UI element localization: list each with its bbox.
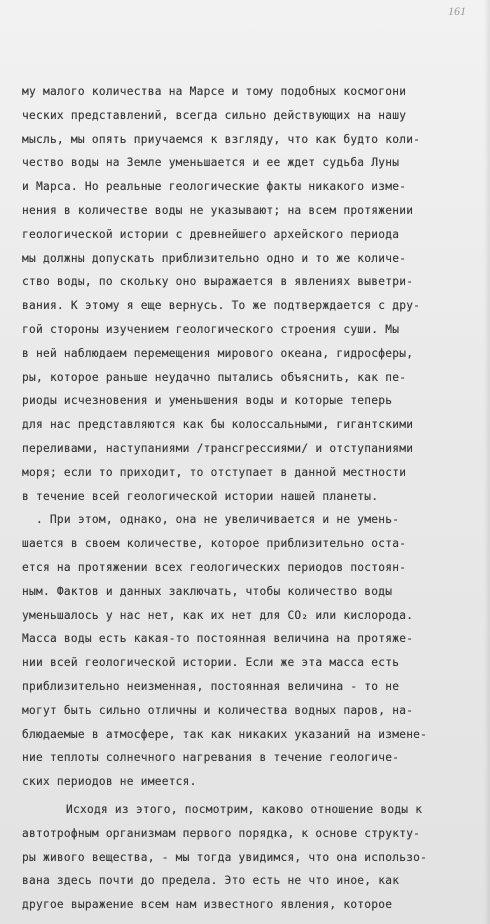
text-line: ется на протяжении всех геологических периодов постоян- (22, 560, 407, 574)
text-line: Исходя из этого, посмотрим, каково отношение воды к (66, 802, 423, 816)
text-line: ство воды, по скольку оно выражается в явлениях выветри- (22, 275, 414, 289)
text-line: ских периодов не имеется. (22, 775, 197, 789)
text-line: мысль, мы опять приучаемся к взгляду, что как будто коли- (22, 132, 421, 146)
text-line: нии всей геологической истории. Если же эта масса есть (22, 656, 400, 670)
text-line: му малого количества на Марсе и тому подобных космогони (22, 85, 407, 98)
text-line: ры, которое раньше неудачно пытались объяснить, как пе- (22, 370, 407, 384)
text-line: уменьшалось у нас нет, как их нет для CO₂ или кислорода. (22, 608, 414, 622)
text-line: автотрофным организмам первого порядка, к основе структу- (22, 826, 421, 840)
text-line: геологической истории с древнейшего архейского периода (22, 227, 400, 241)
text-line: в течение всей геологической истории нашей планеты. (22, 489, 379, 503)
text-line: и Марса. Но реальные геологические факты никакого изме- (22, 180, 407, 194)
text-line: чество воды на Земле уменьшается и ее ждет судьба Луны (22, 156, 400, 170)
text-line: блюдаемые в атмосфере, так как никаких указаний на измене- (22, 727, 428, 741)
text-line: риоды исчезновения и уменьшения воды и которые теперь (22, 394, 393, 408)
text-line: в ней наблюдаем перемещения мирового океана, гидросферы, (22, 346, 414, 360)
text-line: вания. К этому я еще вернусь. То же подтверждается с дру- (22, 299, 421, 313)
text-line: моря; если то приходит, то отступает в данной местности (22, 465, 407, 479)
text-line: ческих представлений, всегда сильно действующих на нашу (22, 108, 407, 122)
text-line: ры живого вещества, - мы тогда увидимся, что она использо- (22, 850, 428, 864)
text-line: . При этом, однако, она не увеличивается и не умень- (22, 513, 400, 527)
text-line: приблизительно неизменная, постоянная величина - то не (22, 679, 400, 693)
text-line: ным. Фактов и данных заключать, чтобы количество воды (22, 584, 393, 598)
typewritten-text-block (22, 80, 474, 917)
text-line: ние теплоты солнечного нагревания в течение геологиче- (22, 751, 400, 765)
text-line: переливами, наступаниями /трансгрессиями/ и отступаниями (22, 441, 414, 455)
page-edge-shadow (484, 0, 490, 924)
text-line: для нас представляются как бы колоссальными, гигантскими (22, 418, 414, 432)
page-number: 161 (448, 4, 466, 18)
text-line: другое выражение всем нам известного явления, которое (22, 898, 393, 912)
text-line: Масса воды есть какая-то постоянная величина на протяже- (22, 632, 414, 646)
text-line: шается в своем количестве, которое приблизительно оста- (22, 537, 407, 551)
text-line: гой стороны изучением геологического строения суши. Мы (22, 322, 400, 336)
text-line: мы должны допускать приблизительно одно и то же количе- (22, 251, 407, 265)
text-line: вана здесь почти до предела. Это есть не что иное, как (22, 874, 400, 888)
text-line: нения в количестве воды не указывают; на всем протяжении (22, 203, 414, 217)
text-line: могут быть сильно отличны и количества водных паров, на- (22, 703, 414, 717)
